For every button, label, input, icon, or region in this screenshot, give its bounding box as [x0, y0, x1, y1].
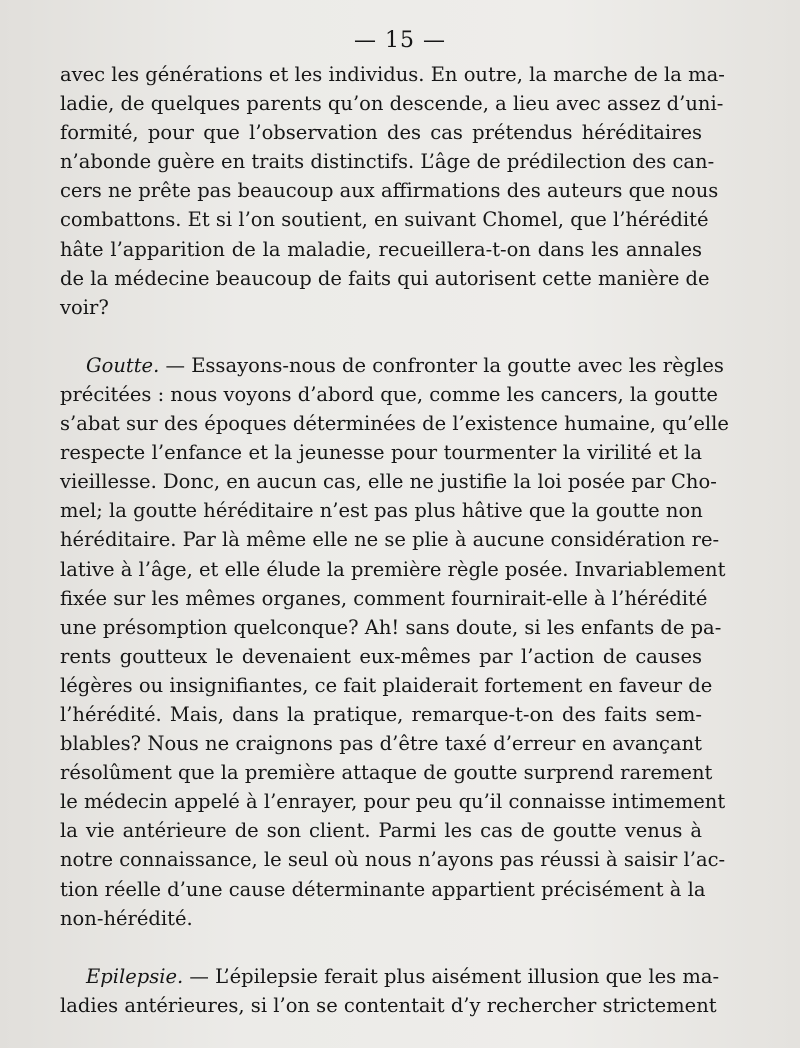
text-line: une présomption quelconque? Ah! sans doute, si les enfants de pa-	[60, 615, 722, 639]
text-line: hâte l’apparition de la maladie, recueillera-t-on dans les annales	[60, 237, 702, 261]
text-line: précitées : nous voyons d’abord que, comme les cancers, la goutte	[60, 382, 718, 406]
text-line: légères ou insignifiantes, ce fait plaiderait fortement en faveur de	[60, 673, 713, 697]
first-line-text: — Essayons-nous de confronter la goutte avec les règles	[159, 353, 724, 377]
body-text	[60, 60, 729, 1020]
text-line: combattons. Et si l’on soutient, en suivant Chomel, que l’hérédité	[60, 208, 709, 232]
text-line: ladies antérieures, si l’on se contentait d’y rechercher strictement	[60, 993, 717, 1017]
text-line: lative à l’âge, et elle élude la première règle posée. Invariablement	[60, 557, 726, 581]
text-line: avec les générations et les individus. En outre, la marche de la ma-	[60, 63, 725, 86]
text-line: rents goutteux le devenaient eux-mêmes par l’action de causes	[60, 644, 702, 668]
text-line: de la médecine beaucoup de faits qui autorisent cette manière de	[60, 266, 710, 290]
paragraph-epilepsie	[60, 962, 720, 1020]
text-line: mel; la goutte héréditaire n’est pas plus hâtive que la goutte non	[60, 499, 703, 523]
text-line: n’abonde guère en traits distinctifs. L’âge de prédilection des can-	[60, 150, 715, 174]
text-line: s’abat sur des époques déterminées de l’existence humaine, qu’elle	[60, 412, 729, 436]
paragraph-gap	[60, 933, 702, 962]
text-line: respecte l’enfance et la jeunesse pour tourmenter la virilité et la	[60, 441, 702, 465]
paragraph-cancer-continued	[60, 60, 725, 322]
page-number: — 15 —	[354, 28, 446, 53]
text-line: cers ne prête pas beaucoup aux affirmations des auteurs que nous	[60, 179, 719, 203]
text-line: tion réelle d’une cause déterminante appartient précisément à la	[60, 877, 706, 901]
text-line: non-hérédité.	[60, 906, 193, 930]
text-line: voir?	[60, 295, 109, 319]
section-heading-goutte: Goutte.	[86, 353, 160, 377]
paragraph-gap	[60, 322, 702, 351]
first-line-text: — L’épilepsie ferait plus aisément illusion que les ma-	[183, 964, 720, 988]
text-line: ladie, de quelques parents qu’on descende, a lieu avec assez d’uni-	[60, 92, 724, 116]
text-line: notre connaissance, le seul où nous n’ayons pas réussi à saisir l’ac-	[60, 848, 726, 872]
paragraph-goutte	[60, 351, 729, 933]
text-line-first	[60, 351, 724, 380]
text-line: résolûment que la première attaque de goutte surprend rarement	[60, 761, 713, 785]
text-line: blables? Nous ne craignons pas d’être taxé d’erreur en avançant	[60, 732, 702, 756]
section-heading-epilepsie: Epilepsie.	[86, 964, 184, 988]
text-line-first	[60, 962, 720, 991]
text-line: fixée sur les mêmes organes, comment fournirait-elle à l’hérédité	[60, 586, 708, 610]
text-line: vieillesse. Donc, en aucun cas, elle ne justifie la loi posée par Cho-	[60, 470, 717, 494]
text-line: l’hérédité. Mais, dans la pratique, remarque-t-on des faits sem-	[60, 702, 702, 726]
text-line: la vie antérieure de son client. Parmi les cas de goutte venus à	[60, 819, 702, 843]
text-line: héréditaire. Par là même elle ne se plie à aucune considération re-	[60, 528, 720, 552]
text-line: le médecin appelé à l’enrayer, pour peu qu’il connaisse intimement	[60, 790, 726, 814]
text-line: formité, pour que l’observation des cas prétendus héréditaires	[60, 121, 702, 145]
